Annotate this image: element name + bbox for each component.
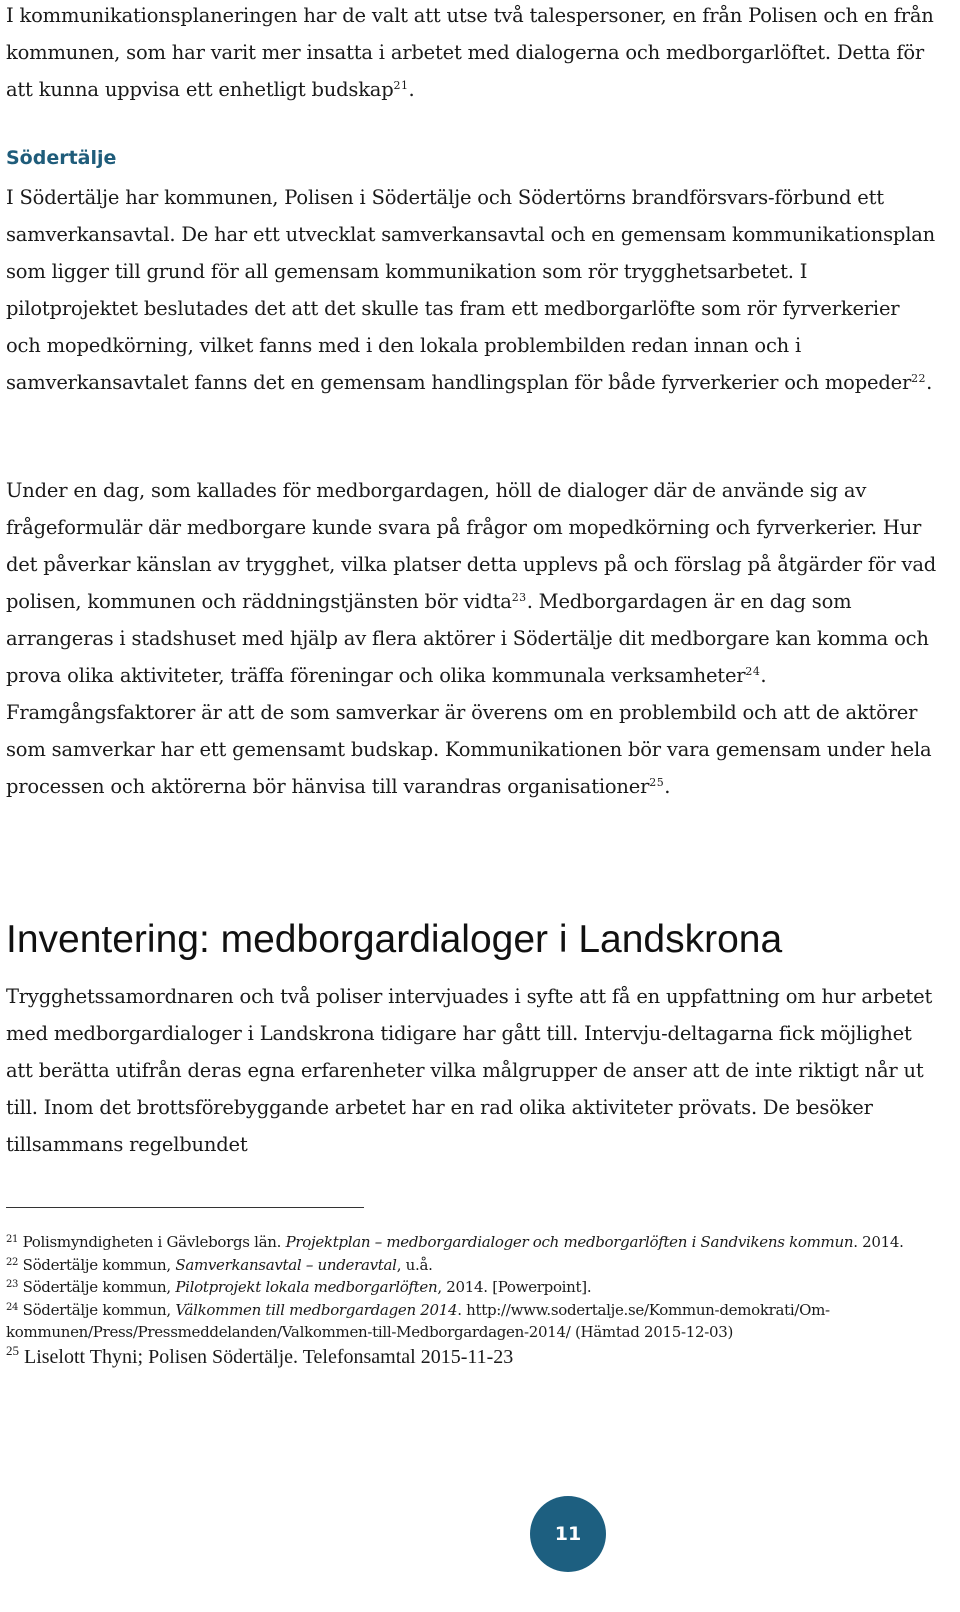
footnote-number: 25 — [6, 1342, 19, 1358]
paragraph-medborgardagen — [6, 472, 940, 805]
footnote-title: Pilotprojekt lokala medborgarlöften — [175, 1278, 438, 1296]
paragraph-text: Under en dag, som kallades för medborgardagen, höll de dialoger där de använde sig av frågeformulär där medborgare kunde svara på frågor om mopedkörning och fyrverkerier. Hur det påverkar känslan av trygghet, vilka platser detta upplevs på och förslag på åtgärder för vad polisen, kommunen och räddningstjänsten bör vidta — [6, 479, 937, 613]
footnotes — [6, 1231, 936, 1370]
paragraph-text: . Medborgardagen är en dag som arrangeras i stadshuset med hjälp av flera aktörer i Södertälje dit medborgare kan komma och prova olika aktiviteter, träffa föreningar och olika kommunala verksamheter — [6, 590, 929, 687]
paragraph-end: . — [664, 775, 671, 798]
footnote-number: 23 — [6, 1279, 19, 1290]
section-heading: Inventering: medborgardialoger i Landskrona — [6, 918, 783, 961]
footnote-title: Samverkansavtal – underavtal — [175, 1255, 397, 1274]
footnote-text: Södertälje kommun, — [22, 1255, 176, 1274]
footnote-item — [6, 1344, 936, 1370]
paragraph-end: . — [408, 78, 415, 101]
paragraph-end: . — [760, 664, 767, 687]
footnote-number: 24 — [6, 1301, 19, 1313]
footnote-number: 22 — [6, 1256, 19, 1268]
subheading-sodertalje: Södertälje — [6, 147, 117, 169]
footnote-item — [6, 1254, 936, 1277]
paragraph-end: . — [926, 371, 933, 394]
footnote-text: Södertälje kommun, — [22, 1278, 176, 1296]
footnote-ref: 24 — [745, 665, 761, 678]
footnote-title: Projektplan – medborgardialoger och medborgarlöften i Sandvikens kommun — [285, 1233, 854, 1251]
footnote-text: Södertälje kommun, — [22, 1300, 176, 1319]
footnote-text: Polismyndigheten i Gävleborgs län. — [22, 1233, 286, 1251]
footnote-divider — [6, 1207, 364, 1208]
footnote-item — [6, 1299, 936, 1344]
paragraph-sodertalje — [6, 179, 940, 401]
footnote-text: . http://www.sodertalje.se/Kommun-demokrati/Om-kommunen/Press/Pressmeddelanden/Valkommen-till-Medborgardagen-2014/ (Hämtad 2015-12-03) — [6, 1300, 830, 1341]
paragraph-communication-planning — [6, 0, 940, 108]
footnote-item — [6, 1276, 936, 1299]
footnote-title: Välkommen till medborgardagen 2014 — [175, 1300, 458, 1319]
paragraph-text: Framgångsfaktorer är att de som samverkar är överens om en problembild och att de aktörer som samverkar har ett gemensamt budskap. Kommunikationen bör vara gemensam under hela processen och aktörerna bör hänvisa till varandras organisationer — [6, 701, 932, 798]
footnote-text: . 2014. — [853, 1233, 904, 1251]
paragraph-text: I Södertälje har kommunen, Polisen i Södertälje och Södertörns brandförsvars-förbund ett samverkansavtal. De har ett utvecklat samverkansavtal och en gemensam kommunikationsplan som ligger till grund för all gemensam kommunikation som rör trygghetsarbetet. I pilotprojektet beslutades det att det skulle tas fram ett medborgarlöfte som rör fyrverkerier och mopedkörning, vilket fanns med i den lokala problembilden redan innan och i samverkansavtalet fanns det en gemensam handlingsplan för både fyrverkerier och mopeder — [6, 186, 936, 394]
footnote-text: Liselott Thyni; Polisen Södertälje. Telefonsamtal 2015-11-23 — [24, 1345, 514, 1368]
footnote-ref: 22 — [911, 372, 927, 385]
paragraph-text: I kommunikationsplaneringen har de valt att utse två talespersoner, en från Polisen och en från kommunen, som har varit mer insatta i arbetet med dialogerna och medborgarlöftet. Detta för att kunna uppvisa ett enhetligt budskap — [6, 4, 934, 101]
page-number-badge: 11 — [530, 1496, 606, 1572]
footnote-ref: 23 — [511, 591, 527, 604]
paragraph-landskrona: Trygghetssamordnaren och två poliser intervjuades i syfte att få en uppfattning om hur arbetet med medborgardialoger i Landskrona tidigare har gått till. Intervju-deltagarna fick möjlighet att berätta utifrån deras egna erfarenheter vilka målgrupper de anser att de inte riktigt når ut till. Inom det brottsförebyggande arbetet har en rad olika aktiviteter prövats. De besöker tillsammans regelbundet — [6, 985, 933, 1156]
footnote-text: , u.å. — [396, 1255, 433, 1274]
footnote-text: , 2014. [Powerpoint]. — [437, 1278, 592, 1296]
footnote-ref: 21 — [393, 79, 409, 92]
footnote-ref: 25 — [649, 776, 665, 789]
footnote-number: 21 — [6, 1234, 19, 1245]
footnote-item — [6, 1231, 936, 1254]
